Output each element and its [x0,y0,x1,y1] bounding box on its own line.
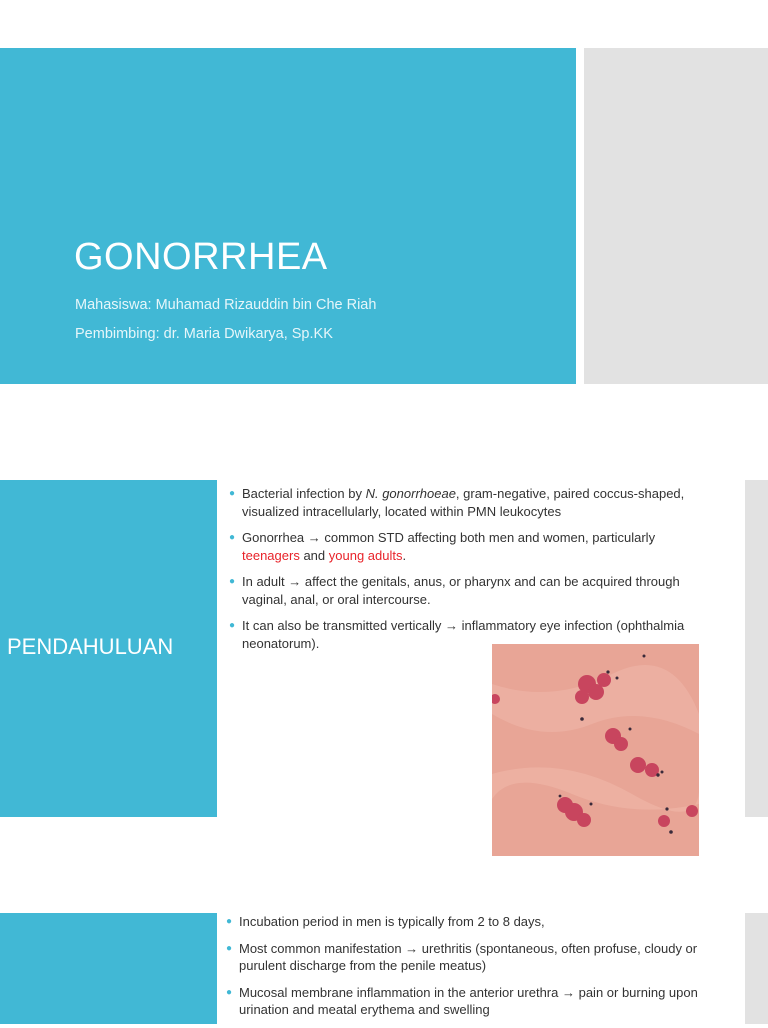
bullet-dot-icon: ● [229,576,236,587]
title-side-panel [584,48,768,384]
highlight-young-adults: young adults [328,547,403,563]
list-item: ● In adult → affect the genitals, anus, or pharynx and can be acquired through vaginal, anal, or oral intercourse. [229,574,680,607]
bullet-dot-icon: ● [229,532,236,543]
clinical-bullet-list [226,913,716,1028]
side-panel [745,913,768,1024]
bullet-dot-icon: ● [229,488,236,499]
list-item: ● It can also be transmitted vertically → inflammatory eye infection (ophthalmia neonatorum). [229,618,685,651]
supervisor-name: Pembimbing: dr. Maria Dwikarya, Sp.KK [75,326,333,342]
student-name: Mahasiswa: Muhamad Rizauddin bin Che Riah [75,297,377,313]
gram-stain-micrograph [492,644,699,856]
bullet-dot-icon: ● [229,620,236,631]
list-item: ● Gonorrhea → common STD affecting both men and women, particularly teenagers and young adults. [229,530,656,563]
section-band [0,913,217,1024]
side-panel [745,480,768,817]
bullet-dot-icon: ● [226,986,233,998]
intro-bullet-list [229,485,699,661]
pathogen-name: N. gonorrhoeae [365,486,456,501]
bullet-dot-icon: ● [226,916,233,927]
list-item: ● Most common manifestation → urethritis (spontaneous, often profuse, cloudy or purulent discharge from the penile meatus) [226,940,698,973]
list-item: ● Incubation period in men is typically from 2 to 8 days, [226,914,545,929]
list-item: ● Bacterial infection by N. gonorrhoeae, gram-negative, paired coccus-shaped, visualized intracellularly, located within PMN leukocytes [229,486,685,519]
presentation-title: GONORRHEA [74,236,328,278]
list-item: ● Mucosal membrane inflammation in the anterior urethra → pain or burning upon urination and meatal erythema and swelling [226,984,698,1017]
section-heading: PENDAHULUAN [7,634,174,659]
bullet-dot-icon: ● [226,942,233,954]
highlight-teenagers: teenagers [242,547,300,563]
